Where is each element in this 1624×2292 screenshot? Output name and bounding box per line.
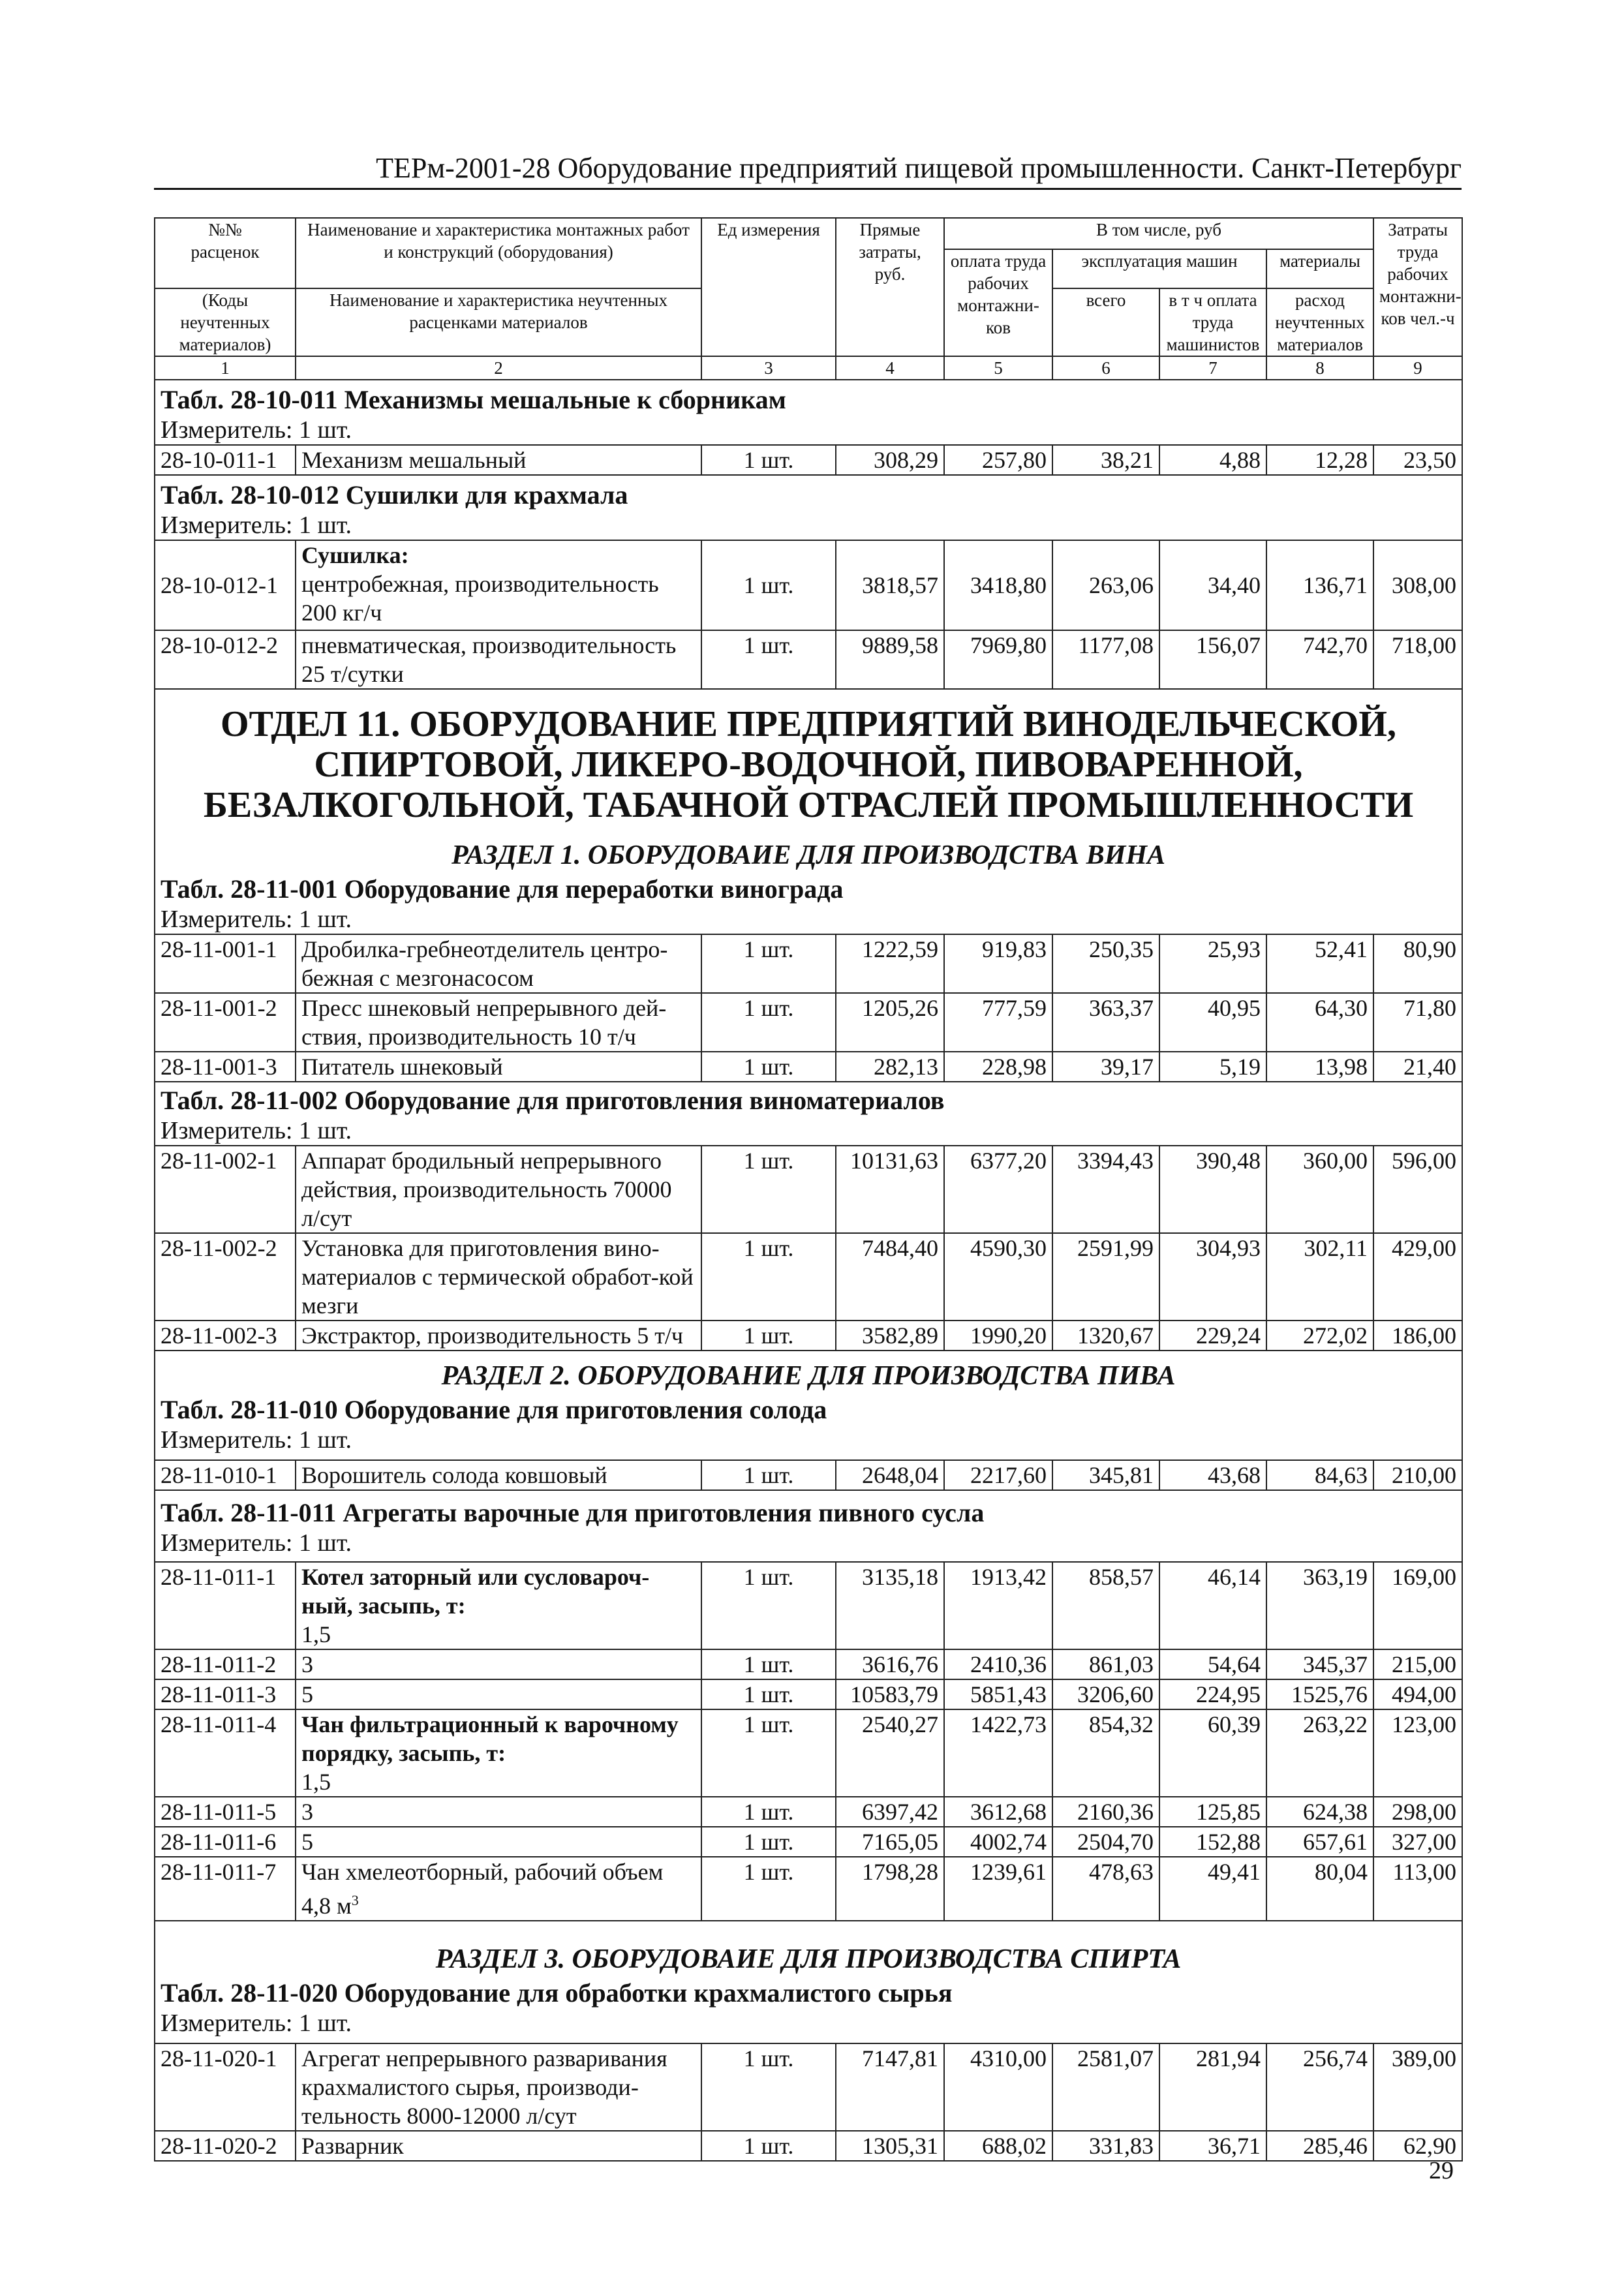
table-heading: Табл. 28-11-002 Оборудование для приготовления виноматериалов Измеритель: 1 шт.: [155, 1082, 1462, 1146]
table-row: 28-11-011-5 3 1 шт. 6397,42 3612,68 2160,36 125,85 624,38 298,00: [155, 1797, 1462, 1827]
table-row: 28-11-011-3 5 1 шт. 10583,79 5851,43 3206,60 224,95 1525,76 494,00: [155, 1679, 1462, 1709]
col-header-unit: Ед измерения: [701, 218, 836, 356]
column-numbers-row: 1 2 3 4 5 6 7 8 9: [155, 356, 1462, 380]
section-title: РАЗДЕЛ 1. ОБОРУДОВАИЕ ДЛЯ ПРОИЗВОДСТВА ВИНА: [451, 840, 1166, 870]
table-row: 28-11-002-3 Экстрактор, производительность 5 т/ч 1 шт. 3582,89 1990,20 1320,67 229,24 272,02 186,00: [155, 1321, 1462, 1351]
table-row: 28-11-002-1 Аппарат бродильный непрерывного действия, производительность 70000 л/сут 1 шт. 10131,63 6377,20 3394,43 390,48 360,00 596,00: [155, 1146, 1462, 1233]
col-header-direct-costs: Прямые затраты, руб.: [836, 218, 944, 356]
col-header-machines-total: всего: [1052, 288, 1159, 356]
table-row: 28-10-012-1 Сушилка: центробежная, производительность 200 кг/ч 1 шт. 3818,57 3418,80 263,06 34,40 136,71 308,00: [155, 540, 1462, 630]
table-heading: Табл. 28-10-012 Сушилки для крахмала Измеритель: 1 шт.: [155, 475, 1462, 540]
col-header-material-codes: (Коды неучтенных материалов): [155, 288, 296, 356]
department-block: ОТДЕЛ 11. ОБОРУДОВАНИЕ ПРЕДПРИЯТИЙ ВИНОДЕЛЬЧЕСКОЙ, СПИРТОВОЙ, ЛИКЕРО-ВОДОЧНОЙ, ПИВОВАРЕННОЙ, БЕЗАЛКОГОЛЬНОЙ, ТАБАЧНОЙ ОТРАСЛЕЙ ПРОМЫШЛЕННОСТИ РАЗДЕЛ 1. ОБОРУДОВАИЕ ДЛЯ ПРОИЗВОДСТВА ВИНА Табл. 28-11-001 Оборудование для переработки винограда Измеритель: 1 шт.: [155, 689, 1462, 934]
department-title: ОТДЕЛ 11. ОБОРУДОВАНИЕ ПРЕДПРИЯТИЙ ВИНОДЕЛЬЧЕСКОЙ, СПИРТОВОЙ, ЛИКЕРО-ВОДОЧНОЙ, ПИВОВАРЕННОЙ, БЕЗАЛКОГОЛЬНОЙ, ТАБАЧНОЙ ОТРАСЛЕЙ ПРОМЫШЛЕННОСТИ: [203, 704, 1414, 825]
col-header-machines: эксплуатация машин: [1052, 249, 1266, 288]
table-row: 28-11-011-1 Котел заторный или сусловароч-ный, засыпь, т: 1,5 1 шт. 3135,18 1913,42 858,57 46,14 363,19 169,00: [155, 1562, 1462, 1649]
col-header-code: №№ расценок: [155, 218, 296, 288]
table-heading: Табл. 28-10-011 Механизмы мешальные к сборникам Измеритель: 1 шт.: [155, 380, 1462, 445]
page-number: 29: [1429, 2157, 1454, 2184]
col-header-group: В том числе, руб: [944, 218, 1373, 249]
section-title: РАЗДЕЛ 3. ОБОРУДОВАИЕ ДЛЯ ПРОИЗВОДСТВА СПИРТА: [435, 1944, 1182, 1974]
col-header-machinists: в т ч оплата труда машинистов: [1159, 288, 1266, 356]
table-row: 28-11-011-4 Чан фильтрационный к варочному порядку, засыпь, т: 1,5 1 шт. 2540,27 1422,73 854,32 60,39 263,22 123,00: [155, 1709, 1462, 1797]
table-row: 28-11-011-6 5 1 шт. 7165,05 4002,74 2504,70 152,88 657,61 327,00: [155, 1827, 1462, 1857]
table-row: 28-10-011-1 Механизм мешальный 1 шт. 308,29 257,80 38,21 4,88 12,28 23,50: [155, 445, 1462, 475]
table-row: 28-11-001-2 Пресс шнековый непрерывного дей-ствия, производительность 10 т/ч 1 шт. 1205,26 777,59 363,37 40,95 64,30 71,80: [155, 993, 1462, 1052]
table-row: 28-11-020-1 Агрегат непрерывного разваривания крахмалистого сырья, производи-тельность 8000-12000 л/сут 1 шт. 7147,81 4310,00 2581,07 281,94 256,74 389,00: [155, 2043, 1462, 2131]
table-row: 28-11-010-1 Ворошитель солода ковшовый 1 шт. 2648,04 2217,60 345,81 43,68 84,63 210,00: [155, 1460, 1462, 1490]
col-header-unaccounted: расход неучтенных материалов: [1266, 288, 1373, 356]
col-header-materials: материалы: [1266, 249, 1373, 288]
table-row: 28-11-001-3 Питатель шнековый 1 шт. 282,13 228,98 39,17 5,19 13,98 21,40: [155, 1052, 1462, 1082]
table-row: 28-11-011-7 Чан хмелеотборный, рабочий объем 4,8 $м^3$ 1 шт. 1798,28 1239,61 478,63 49,41 80,04 113,00: [155, 1857, 1462, 1921]
table-row: 28-11-001-1 Дробилка-гребнеотделитель центро-бежная с мезгонасосом 1 шт. 1222,59 919,83 250,35 25,93 52,41 80,90: [155, 934, 1462, 993]
table-heading: Табл. 28-11-011 Агрегаты варочные для приготовления пивного сусла Измеритель: 1 шт.: [155, 1490, 1462, 1562]
table-row: 28-11-002-2 Установка для приготовления вино-материалов с термической обработ-кой мезги 1 шт. 7484,40 4590,30 2591,99 304,93 302,11 429,00: [155, 1233, 1462, 1321]
col-header-wages: оплата труда рабочих монтажни-ков: [944, 249, 1052, 356]
col-header-name: Наименование и характеристика монтажных работ и конструкций (оборудования): [296, 218, 701, 288]
page-header-title: ТЕРм-2001-28 Оборудование предприятий пищевой промышленности. Санкт-Петербург: [376, 152, 1462, 184]
table-heading: РАЗДЕЛ 3. ОБОРУДОВАИЕ ДЛЯ ПРОИЗВОДСТВА СПИРТА Табл. 28-11-020 Оборудование для обработки крахмалистого сырья Измеритель: 1 шт.: [155, 1921, 1462, 2043]
table-row: 28-10-012-2 пневматическая, производительность 25 т/сутки 1 шт. 9889,58 7969,80 1177,08 156,07 742,70 718,00: [155, 630, 1462, 689]
col-header-labor: Затраты труда рабочих монтажни-ков чел.-ч: [1373, 218, 1462, 356]
section-title: РАЗДЕЛ 2. ОБОРУДОВАНИЕ ДЛЯ ПРОИЗВОДСТВА ПИВА: [441, 1361, 1176, 1391]
col-header-material-names: Наименование и характеристика неучтенных расценками материалов: [296, 288, 701, 356]
table-heading: РАЗДЕЛ 2. ОБОРУДОВАНИЕ ДЛЯ ПРОИЗВОДСТВА ПИВА Табл. 28-11-010 Оборудование для приготовления солода Измеритель: 1 шт.: [155, 1351, 1462, 1460]
page-header: [154, 149, 1462, 190]
table-row: 28-11-020-2 Разварник 1 шт. 1305,31 688,02 331,83 36,71 285,46 62,90: [155, 2131, 1462, 2161]
table-row: 28-11-011-2 3 1 шт. 3616,76 2410,36 861,03 54,64 345,37 215,00: [155, 1649, 1462, 1679]
rates-table: [154, 217, 1463, 2162]
